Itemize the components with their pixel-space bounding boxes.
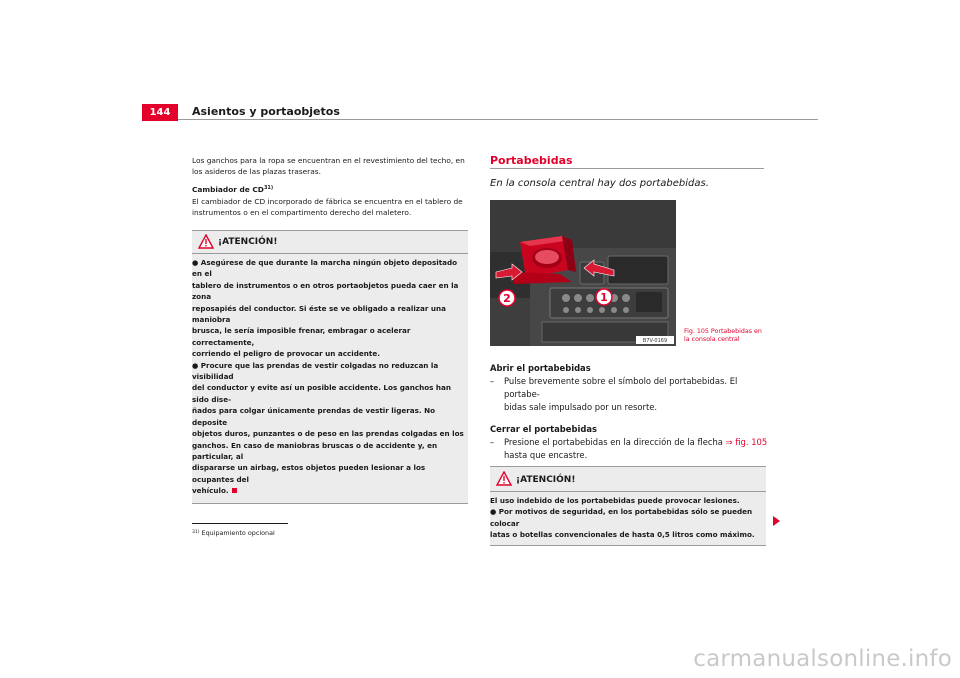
left-warning-box bbox=[192, 230, 468, 504]
page-number: 144 bbox=[142, 104, 178, 121]
warning-line: tablero de instrumentos o en otros portaobjetos pueda caer en la zona bbox=[192, 280, 459, 302]
warning-bullet-line: ● Por motivos de seguridad, en los portabebidas sólo se pueden colocar bbox=[490, 507, 753, 528]
section-rule bbox=[490, 168, 764, 169]
section-subtitle: En la consola central hay dos portabebidas. bbox=[490, 178, 709, 189]
close-step-line: Presione el portabebidas en la dirección de la flecha ⇒ fig. 105 bbox=[504, 437, 768, 447]
open-step bbox=[490, 375, 770, 414]
close-step bbox=[490, 436, 770, 462]
end-of-section-marker bbox=[232, 488, 237, 493]
footnote bbox=[192, 528, 275, 538]
header-rule bbox=[178, 119, 818, 120]
close-step-dash: – bbox=[490, 437, 495, 447]
right-warning-body bbox=[490, 492, 766, 541]
figure-label-2: 2 bbox=[503, 292, 511, 305]
right-warning-box bbox=[490, 466, 766, 546]
left-warning-title: ¡ATENCIÓN! bbox=[218, 237, 278, 247]
figure-caption-line: la consola central bbox=[684, 336, 740, 344]
cd-heading bbox=[192, 183, 468, 195]
continue-arrow-icon bbox=[773, 516, 780, 526]
warning-line: El uso indebido de los portabebidas puede provocar lesiones. bbox=[490, 496, 740, 505]
section-title: Portabebidas bbox=[490, 154, 573, 167]
cd-paragraph: El cambiador de CD incorporado de fábrica se encuentra en el tablero de instrumentos o en el compartimento derecho del maletero. bbox=[192, 196, 463, 217]
figure-caption-line: Fig. 105 Portabebidas en bbox=[684, 328, 762, 335]
right-warning-header bbox=[490, 467, 766, 492]
warning-line: reposapiés del conductor. Si éste se ve obligado a realizar una maniobra bbox=[192, 303, 446, 325]
open-step-dash: – bbox=[490, 376, 495, 386]
warning-line: brusca, le sería imposible frenar, embragar o acelerar correctamente, bbox=[192, 326, 411, 347]
right-warning-title: ¡ATENCIÓN! bbox=[516, 475, 576, 485]
figure-code: B7V-0169 bbox=[642, 338, 668, 344]
close-step-line: hasta que encastre. bbox=[504, 450, 588, 460]
warning-triangle-icon bbox=[198, 234, 214, 249]
open-step-line: bidas sale impulsado por un resorte. bbox=[504, 402, 658, 412]
hooks-paragraph: Los ganchos para la ropa se encuentran en el revestimiento del techo, en los asideros de las plazas traseras. bbox=[192, 156, 465, 177]
warning-line: vehículo. bbox=[192, 485, 468, 496]
header-title: Asientos y portaobjetos bbox=[192, 105, 340, 118]
warning-line: corriendo el peligro de provocar un accidente. bbox=[192, 349, 380, 359]
figure-reference-link[interactable]: ⇒ fig. 105 bbox=[725, 437, 768, 447]
cd-heading-text: Cambiador de CD bbox=[192, 185, 264, 195]
footnote-rule bbox=[192, 523, 288, 524]
footnote-text: Equipamiento opcional bbox=[201, 529, 275, 537]
figure-cupholder-console bbox=[490, 200, 676, 346]
figure-label-1: 1 bbox=[600, 291, 608, 304]
cupholder-instructions bbox=[490, 362, 770, 462]
open-heading: Abrir el portabebidas bbox=[490, 363, 591, 373]
left-warning-header bbox=[192, 231, 468, 254]
left-warning-body bbox=[192, 254, 468, 497]
left-column bbox=[192, 155, 468, 224]
warning-bullet-line: ● Asegúrese de que durante la marcha ningún objeto depositado en el bbox=[192, 258, 458, 279]
close-heading: Cerrar el portabebidas bbox=[490, 424, 597, 434]
open-step-line: Pulse brevemente sobre el símbolo del portabebidas. El portabe- bbox=[504, 376, 738, 399]
warning-line: latas o botellas convencionales de hasta 0,5 litros como máximo. bbox=[490, 530, 755, 540]
warning-triangle-icon bbox=[496, 471, 512, 486]
warning-line: ñados para colgar únicamente prendas de vestir ligeras. No deposite bbox=[192, 406, 436, 427]
watermark bbox=[0, 646, 960, 672]
warning-line: del conductor y evite así un posible accidente. Los ganchos han sido dise- bbox=[192, 383, 452, 404]
watermark-text: carmanualsonline.info bbox=[693, 646, 952, 672]
cd-footnote-ref: 31) bbox=[263, 185, 274, 192]
warning-line: dispararse un airbag, estos objetos pueden lesionar a los ocupantes del bbox=[192, 463, 426, 484]
warning-line: objetos duros, punzantes o de peso en las prendas colgadas en los bbox=[192, 429, 464, 439]
figure-caption bbox=[684, 328, 774, 344]
footnote-ref: 31) bbox=[192, 530, 200, 535]
warning-line: ganchos. En caso de maniobras bruscas o de accidente y, en particular, al bbox=[192, 440, 438, 461]
cupholder-illustration bbox=[490, 200, 676, 346]
warning-bullet-line: ● Procure que las prendas de vestir colgadas no reduzcan la visibilidad bbox=[192, 360, 439, 382]
